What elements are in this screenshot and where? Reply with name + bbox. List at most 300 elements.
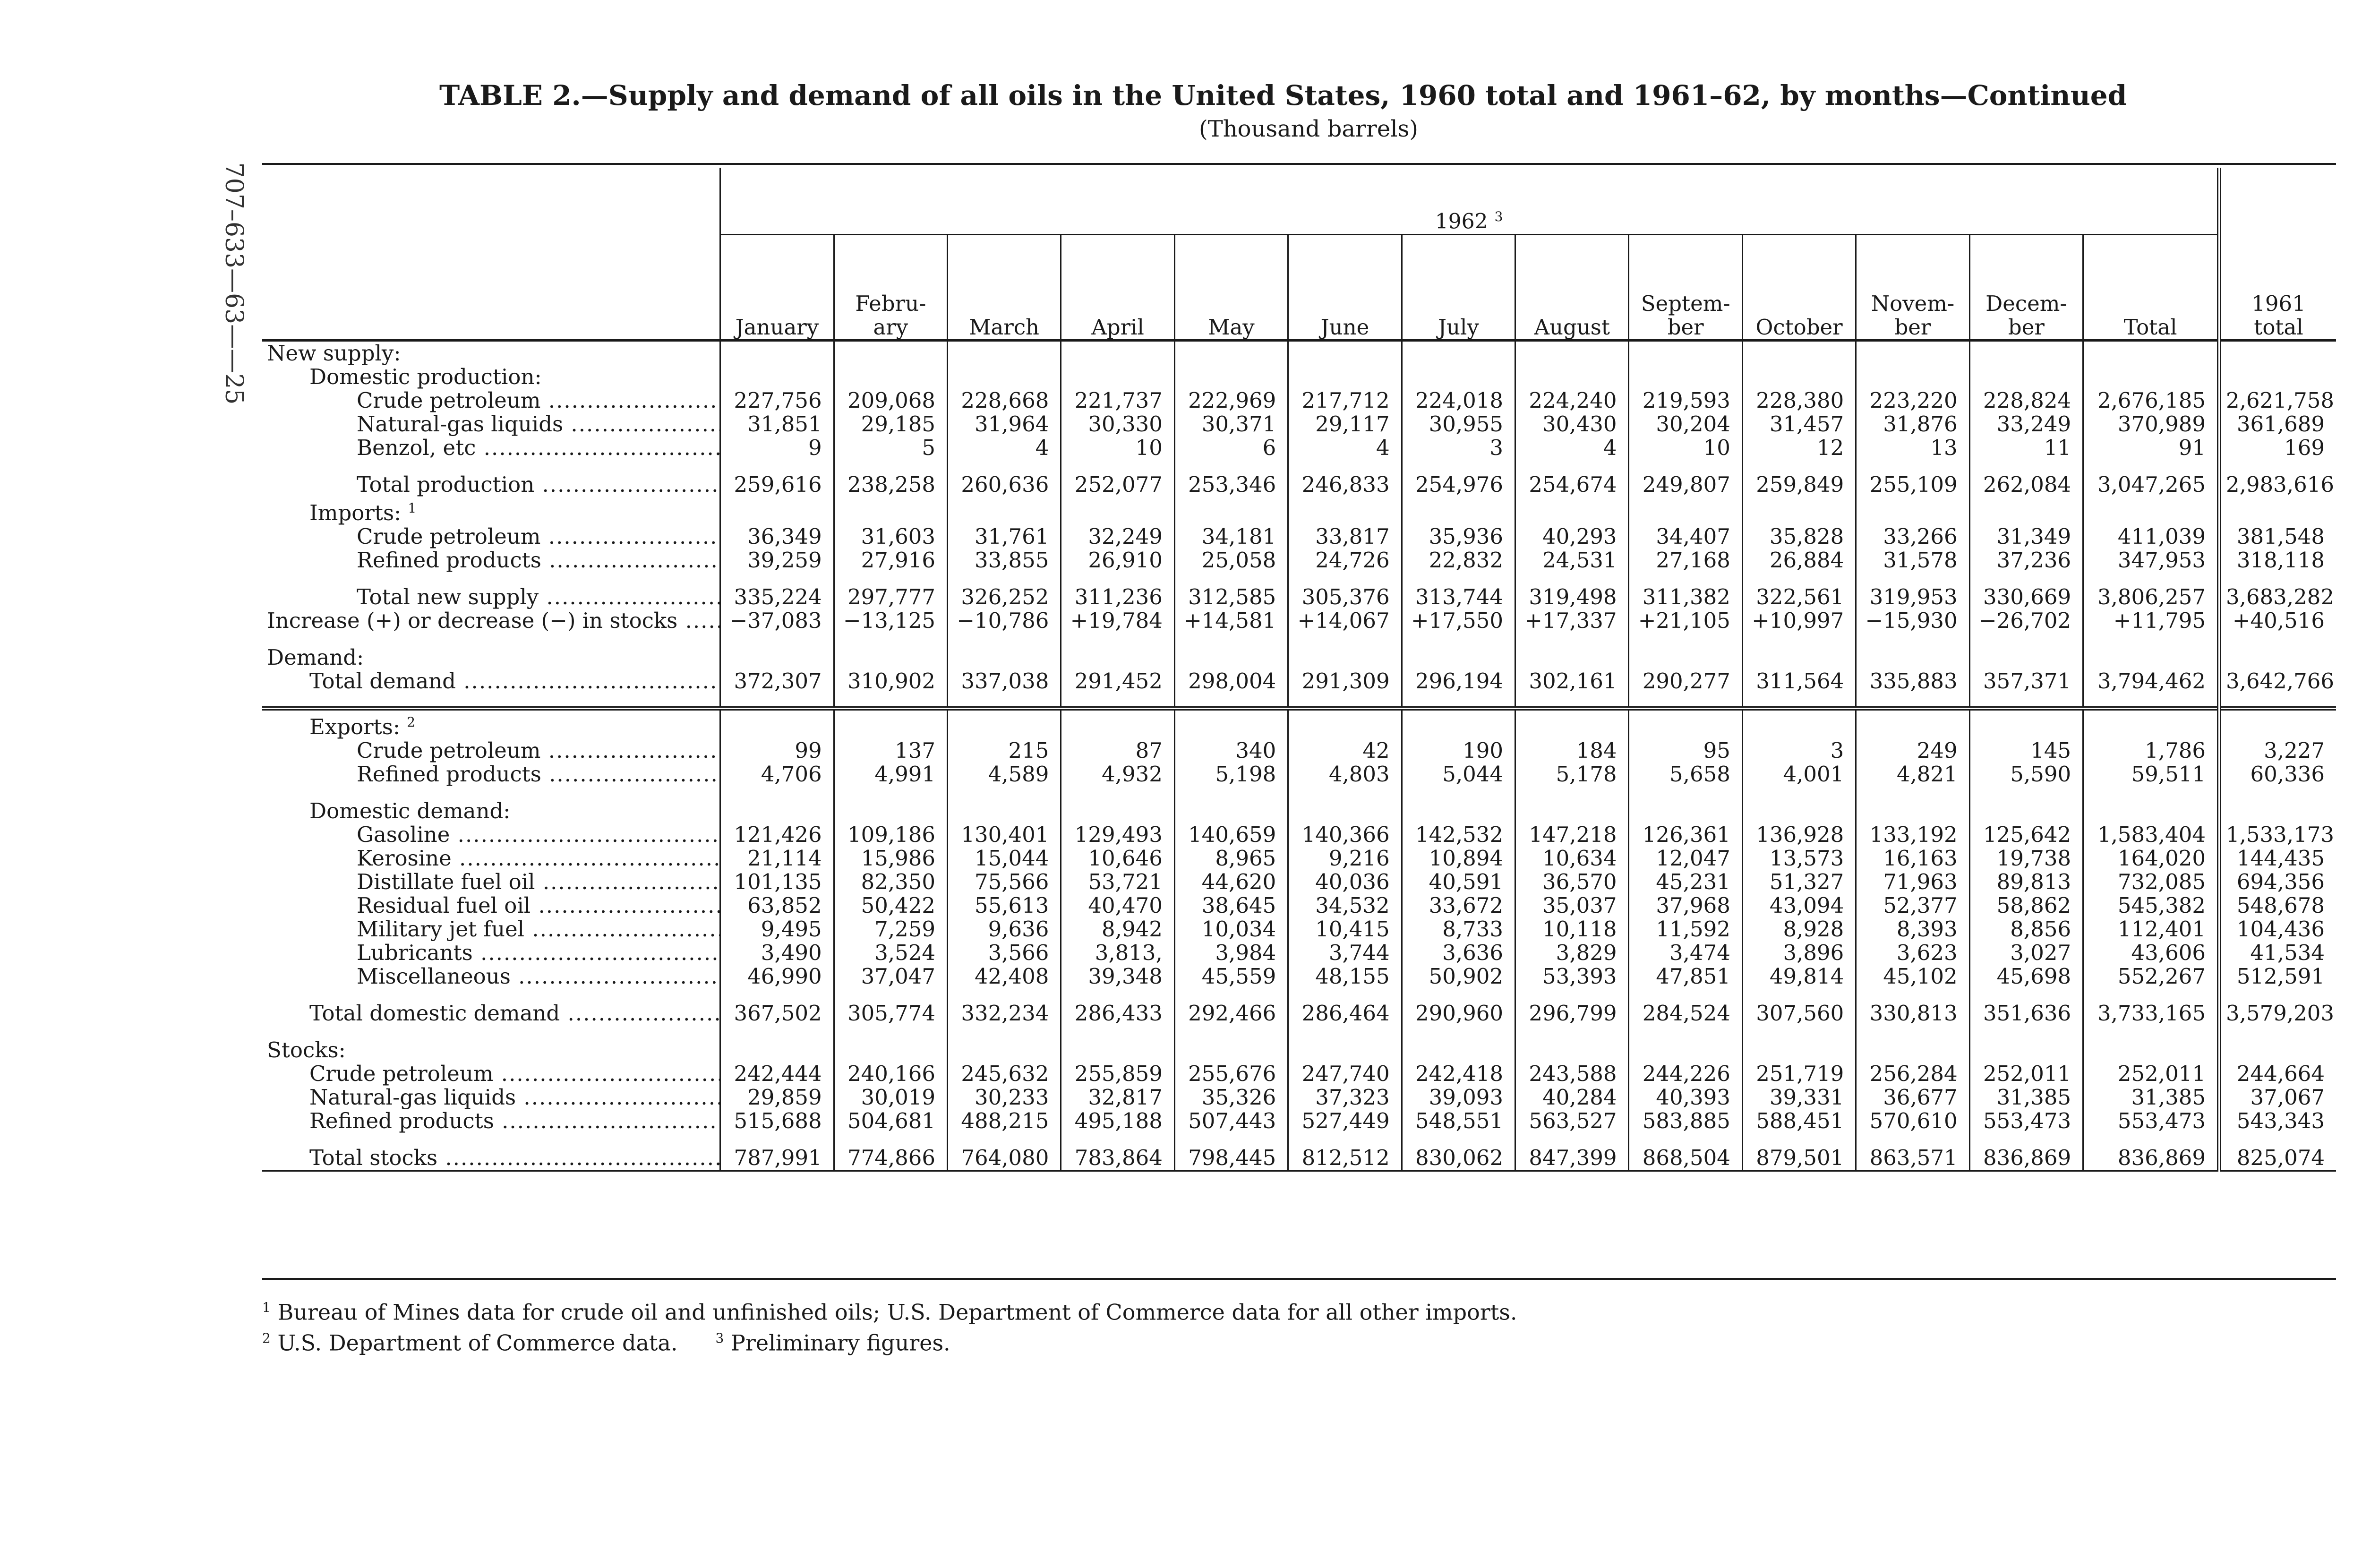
- value-cell: 774,866: [834, 1146, 947, 1171]
- value-cell: 3,984: [1174, 941, 1288, 965]
- row-label: Gasoline .....: [357, 823, 720, 847]
- value-cell: 37,968: [1629, 894, 1742, 917]
- stub-header: [262, 168, 720, 341]
- value-cell: [1174, 1038, 1288, 1062]
- value-cell: [1288, 1025, 1402, 1038]
- value-cell: [1515, 786, 1629, 799]
- value-cell: [1402, 709, 1515, 739]
- section-label: Exports:: [309, 714, 400, 739]
- value-cell: 1,533,173: [2219, 823, 2336, 847]
- row-label-cell: [262, 823, 720, 847]
- value-cell: [1174, 988, 1288, 1002]
- value-cell: 311,382: [1629, 585, 1742, 609]
- value-cell: 24,531: [1515, 548, 1629, 572]
- margin-code: 707–633—63——25: [220, 162, 248, 405]
- value-cell: [1629, 799, 1742, 823]
- value-cell: 34,181: [1174, 525, 1288, 548]
- value-cell: 11,592: [1629, 917, 1742, 941]
- value-cell: 3,524: [834, 941, 947, 965]
- value-cell: [1969, 693, 2083, 709]
- value-cell: [1174, 1025, 1288, 1038]
- value-cell: [1969, 341, 2083, 366]
- value-cell: [1515, 709, 1629, 739]
- value-cell: [720, 460, 834, 473]
- table-row: [262, 669, 2336, 693]
- value-cell: 31,578: [1856, 548, 1969, 572]
- year-footnote-mark: 3: [1494, 209, 1503, 225]
- value-cell: 2,983,616: [2219, 473, 2336, 497]
- value-cell: 1,583,404: [2083, 823, 2219, 847]
- value-cell: 12: [1742, 436, 1856, 460]
- value-cell: [948, 646, 1061, 669]
- value-cell: [948, 633, 1061, 646]
- value-cell: [1061, 693, 1174, 709]
- value-cell: 33,266: [1856, 525, 1969, 548]
- value-cell: [1515, 341, 1629, 366]
- value-cell: [1402, 799, 1515, 823]
- value-cell: 44,620: [1174, 870, 1288, 894]
- value-cell: −13,125: [834, 609, 947, 633]
- value-cell: [1515, 572, 1629, 585]
- table-row: [262, 1109, 2336, 1133]
- value-cell: 164,020: [2083, 847, 2219, 870]
- table-row: [262, 389, 2336, 412]
- value-cell: [1856, 1038, 1969, 1062]
- table-unit: (Thousand barrels): [1199, 116, 1418, 142]
- value-cell: 3,047,265: [2083, 473, 2219, 497]
- row-label: Crude petroleum .....: [357, 389, 720, 412]
- value-cell: 879,501: [1742, 1146, 1856, 1171]
- value-cell: [948, 1038, 1061, 1062]
- value-cell: 2,676,185: [2083, 389, 2219, 412]
- value-cell: [1061, 341, 1174, 366]
- value-cell: 46,990: [720, 965, 834, 988]
- value-cell: [1856, 1025, 1969, 1038]
- value-cell: 43,606: [2083, 941, 2219, 965]
- value-cell: [834, 1025, 947, 1038]
- value-cell: 332,234: [948, 1002, 1061, 1025]
- value-cell: 335,224: [720, 585, 834, 609]
- value-cell: [1856, 1133, 1969, 1146]
- value-cell: 836,869: [2083, 1146, 2219, 1171]
- value-cell: +17,337: [1515, 609, 1629, 633]
- table-row: [262, 1002, 2336, 1025]
- table-row: [262, 525, 2336, 548]
- row-label: Military jet fuel .....: [357, 917, 720, 941]
- value-cell: 3,227: [2219, 739, 2336, 763]
- row-label: Crude petroleum .....: [357, 525, 720, 548]
- row-label-cell: [262, 739, 720, 763]
- value-cell: +11,795: [2083, 609, 2219, 633]
- value-cell: [2083, 1133, 2219, 1146]
- col-header-month: Febru- ary: [834, 235, 947, 341]
- value-cell: 40,591: [1402, 870, 1515, 894]
- row-label-cell: [262, 389, 720, 412]
- row-label: Total demand .....: [309, 669, 720, 693]
- value-cell: 543,343: [2219, 1109, 2336, 1133]
- top-rule: [262, 163, 2336, 165]
- value-cell: −10,786: [948, 609, 1061, 633]
- value-cell: [1856, 646, 1969, 669]
- section-label: Imports:: [309, 500, 402, 525]
- value-cell: [1629, 460, 1742, 473]
- value-cell: 125,642: [1969, 823, 2083, 847]
- value-cell: 99: [720, 739, 834, 763]
- value-cell: 507,443: [1174, 1109, 1288, 1133]
- value-cell: [2219, 1133, 2336, 1146]
- value-cell: 302,161: [1515, 669, 1629, 693]
- value-cell: −15,930: [1856, 609, 1969, 633]
- value-cell: 259,849: [1742, 473, 1856, 497]
- value-cell: [1742, 988, 1856, 1002]
- value-cell: 3,623: [1856, 941, 1969, 965]
- value-cell: [1174, 497, 1288, 525]
- table-row: [262, 763, 2336, 786]
- section-row-exports: [262, 709, 2336, 739]
- value-cell: 43,094: [1742, 894, 1856, 917]
- value-cell: [1742, 633, 1856, 646]
- value-cell: 10,894: [1402, 847, 1515, 870]
- value-cell: [1288, 709, 1402, 739]
- value-cell: 30,204: [1629, 412, 1742, 436]
- value-cell: [1288, 1133, 1402, 1146]
- value-cell: 12,047: [1629, 847, 1742, 870]
- value-cell: +19,784: [1061, 609, 1174, 633]
- value-cell: 247,740: [1288, 1062, 1402, 1086]
- value-cell: [1856, 633, 1969, 646]
- value-cell: 19,738: [1969, 847, 2083, 870]
- value-cell: 31,964: [948, 412, 1061, 436]
- row-label-cell: [262, 436, 720, 460]
- value-cell: 5,044: [1402, 763, 1515, 786]
- value-cell: −37,083: [720, 609, 834, 633]
- value-cell: 137: [834, 739, 947, 763]
- value-cell: 495,188: [1061, 1109, 1174, 1133]
- value-cell: 10,634: [1515, 847, 1629, 870]
- value-cell: 5,590: [1969, 763, 2083, 786]
- value-cell: 130,401: [948, 823, 1061, 847]
- row-label-cell: [262, 1086, 720, 1109]
- value-cell: 260,636: [948, 473, 1061, 497]
- value-cell: 37,236: [1969, 548, 2083, 572]
- value-cell: 351,636: [1969, 1002, 2083, 1025]
- value-cell: 51,327: [1742, 870, 1856, 894]
- value-cell: [1288, 633, 1402, 646]
- value-cell: [2083, 646, 2219, 669]
- spacer-cell: [262, 633, 720, 646]
- value-cell: [2083, 572, 2219, 585]
- value-cell: [948, 709, 1061, 739]
- row-label-cell: [262, 870, 720, 894]
- value-cell: [1742, 341, 1856, 366]
- row-label: Total new supply .....: [357, 585, 720, 609]
- section-label: Stocks:: [267, 1038, 346, 1062]
- section-label-cell: [262, 799, 720, 823]
- value-cell: 39,331: [1742, 1086, 1856, 1109]
- value-cell: 4: [1288, 436, 1402, 460]
- value-cell: 8,928: [1742, 917, 1856, 941]
- value-cell: 224,018: [1402, 389, 1515, 412]
- value-cell: 243,588: [1515, 1062, 1629, 1086]
- value-cell: 10: [1061, 436, 1174, 460]
- value-cell: 39,259: [720, 548, 834, 572]
- value-cell: [1856, 693, 1969, 709]
- value-cell: 322,561: [1742, 585, 1856, 609]
- value-cell: 145: [1969, 739, 2083, 763]
- col-header-month: October: [1742, 235, 1856, 341]
- value-cell: [1742, 1025, 1856, 1038]
- value-cell: [1969, 988, 2083, 1002]
- value-cell: [1969, 646, 2083, 669]
- value-cell: 3,474: [1629, 941, 1742, 965]
- value-cell: 868,504: [1629, 1146, 1742, 1171]
- value-cell: 246,833: [1288, 473, 1402, 497]
- value-cell: 31,385: [1969, 1086, 2083, 1109]
- value-cell: +17,550: [1402, 609, 1515, 633]
- section-row-demand: [262, 646, 2336, 669]
- value-cell: [2083, 633, 2219, 646]
- value-cell: [2219, 365, 2336, 389]
- value-cell: +40,516: [2219, 609, 2336, 633]
- value-cell: 286,464: [1288, 1002, 1402, 1025]
- value-cell: [1856, 786, 1969, 799]
- footnote-3-mark: 3: [715, 1330, 724, 1346]
- value-cell: [1174, 633, 1288, 646]
- value-cell: [1288, 341, 1402, 366]
- value-cell: 222,969: [1174, 389, 1288, 412]
- col-header-1961-total: 1961 total: [2219, 168, 2336, 341]
- value-cell: [2083, 497, 2219, 525]
- value-cell: [1629, 1133, 1742, 1146]
- value-cell: [1288, 572, 1402, 585]
- spacer-row: [262, 1025, 2336, 1038]
- value-cell: +14,581: [1174, 609, 1288, 633]
- value-cell: 30,233: [948, 1086, 1061, 1109]
- value-cell: 512,591: [2219, 965, 2336, 988]
- value-cell: [1742, 799, 1856, 823]
- row-label-cell: [262, 894, 720, 917]
- section-label: Demand:: [267, 646, 364, 669]
- value-cell: 3,806,257: [2083, 585, 2219, 609]
- value-cell: 3,896: [1742, 941, 1856, 965]
- value-cell: 8,733: [1402, 917, 1515, 941]
- value-cell: 291,309: [1288, 669, 1402, 693]
- value-cell: 32,249: [1061, 525, 1174, 548]
- value-cell: 37,047: [834, 965, 947, 988]
- value-cell: [1061, 1038, 1174, 1062]
- value-cell: 45,698: [1969, 965, 2083, 988]
- row-label-cell: [262, 585, 720, 609]
- value-cell: 515,688: [720, 1109, 834, 1133]
- value-cell: 26,884: [1742, 548, 1856, 572]
- value-cell: [1174, 799, 1288, 823]
- value-cell: 319,498: [1515, 585, 1629, 609]
- value-cell: 31,876: [1856, 412, 1969, 436]
- section-label-cell: [262, 646, 720, 669]
- row-label: Refined products .....: [357, 548, 720, 572]
- value-cell: [2083, 709, 2219, 739]
- value-cell: [720, 799, 834, 823]
- value-cell: [948, 1025, 1061, 1038]
- value-cell: [1061, 497, 1174, 525]
- value-cell: 35,326: [1174, 1086, 1288, 1109]
- section-label-cell: [262, 341, 720, 366]
- value-cell: [1174, 693, 1288, 709]
- value-cell: 370,989: [2083, 412, 2219, 436]
- value-cell: 335,883: [1856, 669, 1969, 693]
- value-cell: [1288, 460, 1402, 473]
- value-cell: 190: [1402, 739, 1515, 763]
- footnote-2-mark: 2: [262, 1330, 271, 1346]
- col-header-month: May: [1174, 235, 1288, 341]
- value-cell: 3,027: [1969, 941, 2083, 965]
- value-cell: [1402, 1025, 1515, 1038]
- value-cell: 55,613: [948, 894, 1061, 917]
- value-cell: 812,512: [1288, 1146, 1402, 1171]
- value-cell: [948, 572, 1061, 585]
- col-header-month: Total: [2083, 235, 2219, 341]
- value-cell: [1856, 799, 1969, 823]
- value-cell: 570,610: [1856, 1109, 1969, 1133]
- value-cell: 15,986: [834, 847, 947, 870]
- value-cell: [1402, 497, 1515, 525]
- value-cell: [1061, 1025, 1174, 1038]
- value-cell: 147,218: [1515, 823, 1629, 847]
- value-cell: 37,067: [2219, 1086, 2336, 1109]
- value-cell: 91: [2083, 436, 2219, 460]
- value-cell: [720, 633, 834, 646]
- value-cell: [1174, 341, 1288, 366]
- section-label-cell: [262, 709, 720, 739]
- value-cell: 262,084: [1969, 473, 2083, 497]
- value-cell: [1515, 799, 1629, 823]
- value-cell: 24,726: [1288, 548, 1402, 572]
- value-cell: 830,062: [1402, 1146, 1515, 1171]
- value-cell: 527,449: [1288, 1109, 1402, 1133]
- value-cell: [1402, 460, 1515, 473]
- value-cell: 255,676: [1174, 1062, 1288, 1086]
- footnotes: [262, 1294, 1517, 1356]
- value-cell: 45,102: [1856, 965, 1969, 988]
- value-cell: 30,019: [834, 1086, 947, 1109]
- value-cell: [2083, 365, 2219, 389]
- value-cell: 863,571: [1856, 1146, 1969, 1171]
- value-cell: 45,231: [1629, 870, 1742, 894]
- value-cell: 411,039: [2083, 525, 2219, 548]
- value-cell: [1515, 1038, 1629, 1062]
- value-cell: [2219, 988, 2336, 1002]
- spacer-row: [262, 693, 2336, 709]
- value-cell: [1402, 693, 1515, 709]
- spacer-row: [262, 460, 2336, 473]
- value-cell: 29,117: [1288, 412, 1402, 436]
- value-cell: [1402, 633, 1515, 646]
- value-cell: 42,408: [948, 965, 1061, 988]
- value-cell: [720, 646, 834, 669]
- value-cell: [1969, 365, 2083, 389]
- value-cell: [1061, 709, 1174, 739]
- value-cell: 52,377: [1856, 894, 1969, 917]
- footnote-1: [262, 1294, 1517, 1325]
- value-cell: [948, 365, 1061, 389]
- value-cell: [1402, 1133, 1515, 1146]
- value-cell: [1742, 1038, 1856, 1062]
- value-cell: 33,249: [1969, 412, 2083, 436]
- value-cell: 31,603: [834, 525, 947, 548]
- spacer-cell: [262, 786, 720, 799]
- table-row: [262, 965, 2336, 988]
- value-cell: 3: [1742, 739, 1856, 763]
- value-cell: [1629, 633, 1742, 646]
- value-cell: [1742, 693, 1856, 709]
- value-cell: [1061, 365, 1174, 389]
- value-cell: 4,589: [948, 763, 1061, 786]
- value-cell: 255,859: [1061, 1062, 1174, 1086]
- value-cell: 142,532: [1402, 823, 1515, 847]
- value-cell: [2219, 497, 2336, 525]
- value-cell: 259,616: [720, 473, 834, 497]
- table-row: [262, 941, 2336, 965]
- value-cell: 36,570: [1515, 870, 1629, 894]
- row-label-cell: [262, 941, 720, 965]
- value-cell: [834, 633, 947, 646]
- footnote-1-text: Bureau of Mines data for crude oil and unfinished oils; U.S. Department of Commerce data for all other imports.: [277, 1299, 1517, 1325]
- value-cell: [1288, 786, 1402, 799]
- value-cell: 330,813: [1856, 1002, 1969, 1025]
- value-cell: 5,178: [1515, 763, 1629, 786]
- value-cell: 249,807: [1629, 473, 1742, 497]
- table-row: [262, 473, 2336, 497]
- row-label-cell: [262, 917, 720, 941]
- value-cell: 36,349: [720, 525, 834, 548]
- value-cell: 40,284: [1515, 1086, 1629, 1109]
- row-label-cell: [262, 763, 720, 786]
- value-cell: 26,910: [1061, 548, 1174, 572]
- row-label: Lubricants .....: [357, 941, 720, 965]
- value-cell: 292,466: [1174, 1002, 1288, 1025]
- value-cell: 29,859: [720, 1086, 834, 1109]
- value-cell: [1402, 341, 1515, 366]
- value-cell: [1629, 1038, 1742, 1062]
- value-cell: [1969, 1133, 2083, 1146]
- value-cell: [1969, 497, 2083, 525]
- value-cell: [1742, 460, 1856, 473]
- value-cell: 8,965: [1174, 847, 1288, 870]
- value-cell: 1,786: [2083, 739, 2219, 763]
- value-cell: 50,422: [834, 894, 947, 917]
- value-cell: [1969, 786, 2083, 799]
- row-label: Miscellaneous .....: [357, 965, 720, 988]
- col-header-month: Decem- ber: [1969, 235, 2083, 341]
- value-cell: 783,864: [1061, 1146, 1174, 1171]
- value-cell: [1288, 988, 1402, 1002]
- row-label: Refined products .....: [309, 1109, 720, 1133]
- value-cell: 313,744: [1402, 585, 1515, 609]
- value-cell: [834, 497, 947, 525]
- value-cell: [948, 693, 1061, 709]
- value-cell: 504,681: [834, 1109, 947, 1133]
- value-cell: 488,215: [948, 1109, 1061, 1133]
- value-cell: 252,077: [1061, 473, 1174, 497]
- value-cell: 4,706: [720, 763, 834, 786]
- value-cell: 3,744: [1288, 941, 1402, 965]
- table-title: TABLE 2.—Supply and demand of all oils in the United States, 1960 total and 1961–62, by months—Continued: [439, 79, 2127, 111]
- value-cell: [1969, 460, 2083, 473]
- value-cell: [1629, 572, 1742, 585]
- value-cell: 224,240: [1515, 389, 1629, 412]
- value-cell: 31,761: [948, 525, 1061, 548]
- value-cell: 27,168: [1629, 548, 1742, 572]
